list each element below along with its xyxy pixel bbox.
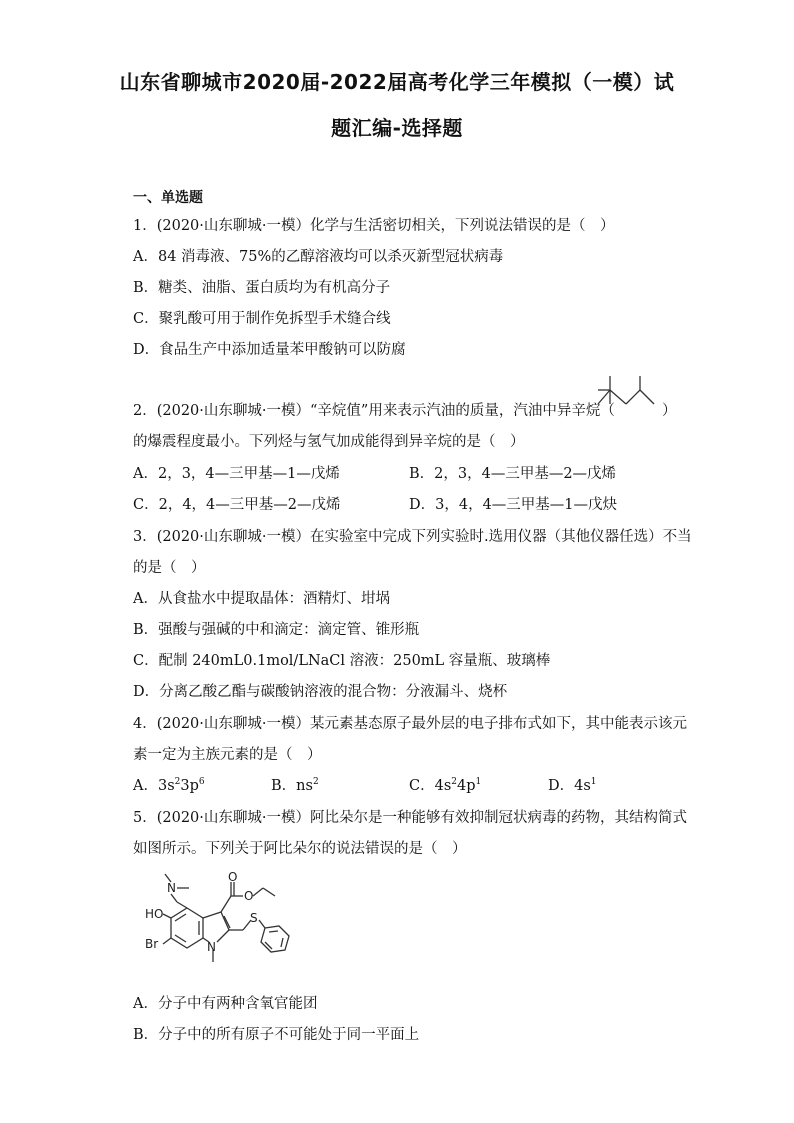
q4-option-c [409, 774, 481, 795]
q2-option-a: A．2，3，4—三甲基—1—戊烯 [133, 466, 340, 482]
q4-a-sup-1: 2 [174, 777, 181, 788]
atom-n-amine: N [167, 881, 176, 895]
q3-option-d: D．分离乙酸乙酯与碳酸钠溶液的混合物：分液漏斗、烧杯 [133, 684, 508, 700]
q4-a-mid: 3p [180, 778, 199, 794]
q2-option-d: D．3，4，4—三甲基—1—戊炔 [409, 497, 618, 513]
atom-br: Br [145, 937, 159, 951]
arbidol-structure [143, 872, 303, 972]
q1-option-c: C．聚乳酸可用于制作免拆型手术缝合线 [133, 311, 391, 327]
section-heading: 一、单选题 [133, 190, 203, 206]
q4-stem: 4．(2020·山东聊城·一模）某元素基态原子最外层的电子排布式如下，其中能表示该元 [133, 716, 687, 732]
q4-c-sup-1: 2 [451, 777, 457, 788]
q2-stem-2: 的爆震程度最小。下列烃与氢气加成能得到异辛烷的是（ ） [133, 434, 525, 450]
q3-option-c: C．配制 240mL0.1mol/LNaCl 溶液：250mL 容量瓶、玻璃棒 [133, 653, 551, 669]
q4-a-sup-2: 6 [198, 777, 205, 788]
isooctane-structure [596, 372, 662, 412]
q4-c-text: C．4s [409, 778, 452, 794]
q4-option-d [548, 774, 597, 795]
q1-option-d: D．食品生产中添加适量苯甲酸钠可以防腐 [133, 342, 406, 358]
q2-stem-close: ） [662, 403, 677, 419]
q2-stem: 2．(2020·山东聊城·一模）“辛烷值”用来表示汽油的质量，汽油中异辛烷（ [133, 403, 615, 419]
q4-c-sup-2: 1 [475, 777, 482, 788]
q5-option-a: A．分子中有两种含氧官能团 [133, 996, 318, 1012]
atom-o-carbonyl: O [228, 872, 238, 884]
q1-stem: 1．(2020·山东聊城·一模）化学与生活密切相关，下列说法错误的是（ ） [133, 218, 615, 234]
q4-b-text: B．ns [271, 778, 313, 794]
title-line-1: 山东省聊城市2020届-2022届高考化学三年模拟（一模）试 [119, 70, 675, 94]
q5-stem-2: 如图所示。下列关于阿比朵尔的说法错误的是（ ） [133, 841, 467, 857]
atom-s: S [250, 911, 258, 925]
q1-option-b: B．糖类、油脂、蛋白质均为有机高分子 [133, 280, 391, 296]
atom-o-ester: O [244, 889, 254, 903]
q2-option-c: C．2，4，4—三甲基—2—戊烯 [133, 497, 341, 513]
q4-b-sup: 2 [312, 777, 319, 788]
q3-stem-2: 的是（ ） [133, 560, 206, 576]
q4-stem-2: 素一定为主族元素的是（ ） [133, 747, 322, 763]
q5-option-b: B．分子中的所有原子不可能处于同一平面上 [133, 1027, 420, 1043]
q3-option-b: B．强酸与强碱的中和滴定：滴定管、锥形瓶 [133, 622, 420, 638]
q4-d-sup: 1 [590, 777, 597, 788]
q2-option-b: B．2，3，4—三甲基—2—戊烯 [409, 466, 617, 482]
atom-n-ring: N [207, 940, 216, 954]
q4-a-text: A．3s [133, 778, 175, 794]
title-line-2: 题汇编-选择题 [331, 116, 463, 140]
q3-option-a: A．从食盐水中提取晶体：酒精灯、坩埚 [133, 591, 390, 607]
q4-option-b [271, 774, 319, 795]
q4-option-a [133, 774, 205, 795]
q3-stem: 3．(2020·山东聊城·一模）在实验室中完成下列实验时.选用仪器（其他仪器任选）不当 [133, 529, 692, 545]
q4-d-text: D．4s [548, 778, 591, 794]
q4-c-mid: 4p [457, 778, 476, 794]
q5-stem: 5．(2020·山东聊城·一模）阿比朵尔是一种能够有效抑制冠状病毒的药物，其结构简式 [133, 810, 687, 826]
atom-ho: HO [145, 907, 164, 921]
q1-option-a: A．84 消毒液、75%的乙醇溶液均可以杀灭新型冠状病毒 [133, 249, 504, 265]
